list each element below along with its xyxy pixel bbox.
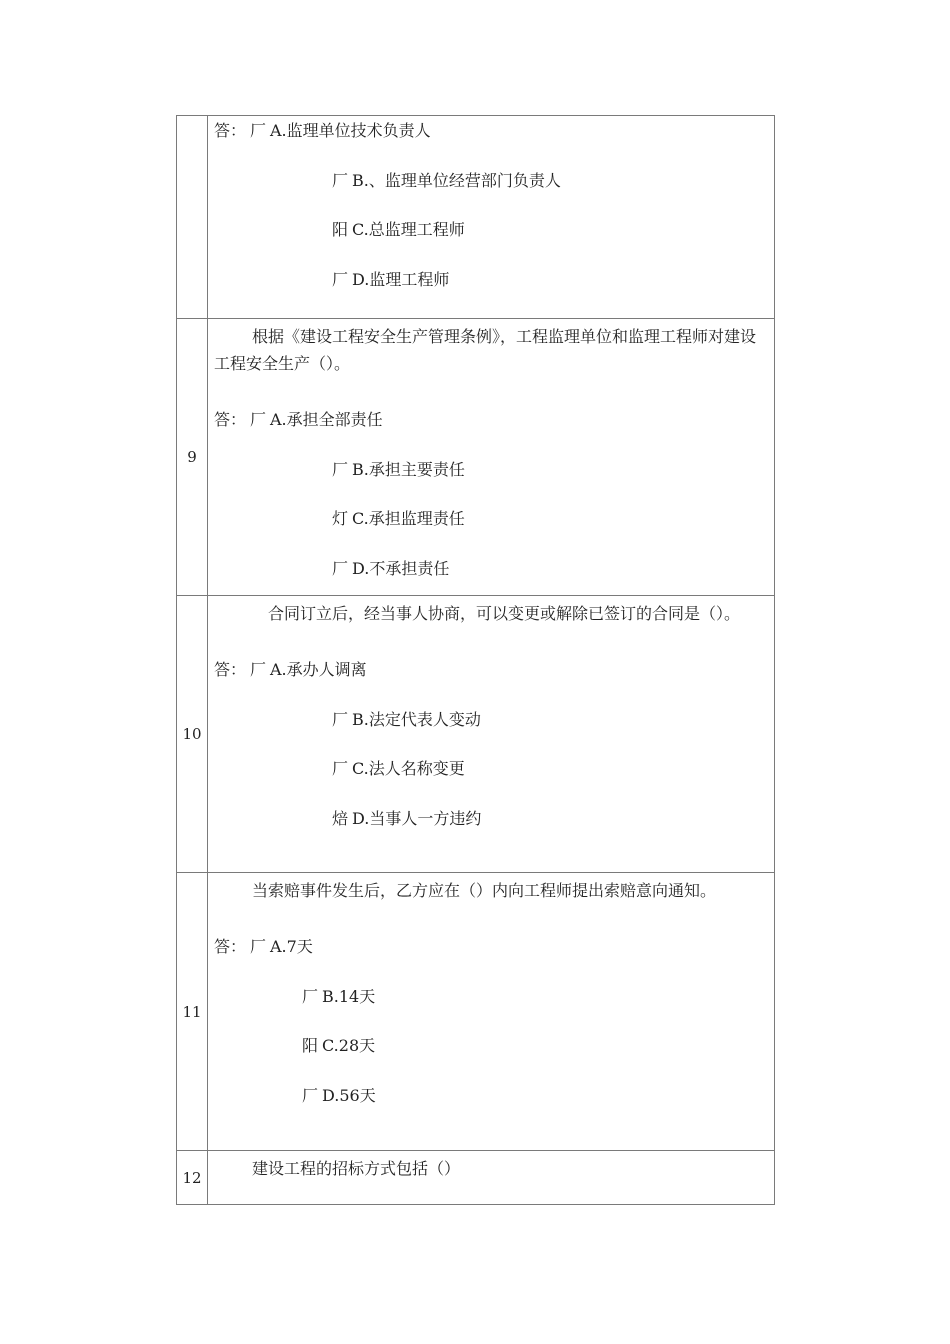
answer-option-b[interactable] [214, 709, 768, 759]
answer-option-a[interactable] [214, 659, 768, 709]
question-number: 10 [177, 596, 208, 873]
answer-label: 答： [214, 410, 247, 429]
answer-option-b[interactable] [214, 986, 768, 1036]
answer-option-c[interactable] [214, 1035, 768, 1085]
option-text: A.监理单位技术负责人 [270, 121, 431, 140]
answer-option-c[interactable] [214, 219, 768, 269]
question-row [177, 116, 775, 319]
radio-icon[interactable]: 厂 [302, 986, 319, 1006]
option-text: D.56天 [322, 1085, 376, 1105]
option-text: C.总监理工程师 [352, 220, 465, 239]
question-stem: 合同订立后，经当事人协商，可以变更或解除已签订的合同是（）。 [268, 604, 741, 623]
option-text: B.14天 [322, 986, 376, 1006]
answer-option-a[interactable] [214, 409, 768, 459]
radio-icon[interactable]: 厂 [332, 170, 349, 190]
question-row [177, 596, 775, 873]
option-text: C.承担监理责任 [352, 509, 465, 528]
answer-option-d[interactable] [214, 808, 768, 838]
answer-option-c[interactable] [214, 758, 768, 808]
question-row [177, 319, 775, 596]
radio-icon[interactable]: 厂 [250, 410, 267, 429]
question-row [177, 873, 775, 1151]
option-text: B.、监理单位经营部门负责人 [352, 170, 561, 190]
answer-option-b[interactable] [214, 459, 768, 509]
question-content [208, 596, 775, 873]
question-content [208, 1151, 775, 1205]
answer-option-c[interactable] [214, 508, 768, 558]
radio-icon[interactable]: 焙 [332, 808, 349, 828]
option-text: A.7天 [270, 937, 313, 956]
answer-option-b[interactable] [214, 170, 768, 220]
radio-icon[interactable]: 阳 [302, 1036, 319, 1055]
answer-option-a[interactable] [214, 936, 768, 986]
radio-icon[interactable]: 厂 [332, 709, 349, 729]
answer-option-d[interactable] [214, 558, 768, 588]
radio-icon[interactable]: 阳 [332, 220, 349, 239]
option-text: A.承办人调离 [270, 660, 367, 679]
radio-icon[interactable]: 厂 [250, 121, 267, 140]
answer-label: 答： [214, 660, 247, 679]
question-content [208, 116, 775, 319]
radio-icon[interactable]: 厂 [250, 937, 267, 956]
radio-icon[interactable]: 厂 [332, 459, 349, 479]
option-text: D.当事人一方违约 [352, 808, 482, 828]
option-text: D.不承担责任 [352, 558, 450, 578]
option-text: C.28天 [322, 1036, 376, 1055]
question-content [208, 873, 775, 1151]
question-number: 11 [177, 873, 208, 1151]
option-text: C.法人名称变更 [352, 759, 465, 778]
question-content [208, 319, 775, 596]
radio-icon[interactable]: 厂 [332, 269, 349, 289]
option-text: B.法定代表人变动 [352, 709, 481, 729]
answer-option-d[interactable] [214, 269, 768, 319]
option-text: D.监理工程师 [352, 269, 450, 289]
question-stem: 根据《建设工程安全生产管理条例》，工程监理单位和监理工程师对建设工程安全生产（）。 [214, 327, 757, 373]
question-row [177, 1151, 775, 1205]
answer-label: 答： [214, 121, 247, 140]
question-number: 9 [177, 319, 208, 596]
question-table [176, 115, 775, 1205]
question-stem: 建设工程的招标方式包括（） [252, 1159, 461, 1178]
radio-icon[interactable]: 厂 [302, 1085, 319, 1105]
option-text: B.承担主要责任 [352, 459, 465, 479]
answer-option-a[interactable] [214, 120, 768, 170]
question-number [177, 116, 208, 319]
radio-icon[interactable]: 灯 [332, 509, 349, 528]
radio-icon[interactable]: 厂 [250, 660, 267, 679]
radio-icon[interactable]: 厂 [332, 759, 349, 778]
answer-option-d[interactable] [214, 1085, 768, 1115]
question-stem: 当索赔事件发生后，乙方应在（）内向工程师提出索赔意向通知。 [252, 881, 717, 900]
answer-label: 答： [214, 937, 247, 956]
question-number: 12 [177, 1151, 208, 1205]
option-text: A.承担全部责任 [270, 410, 383, 429]
radio-icon[interactable]: 厂 [332, 558, 349, 578]
